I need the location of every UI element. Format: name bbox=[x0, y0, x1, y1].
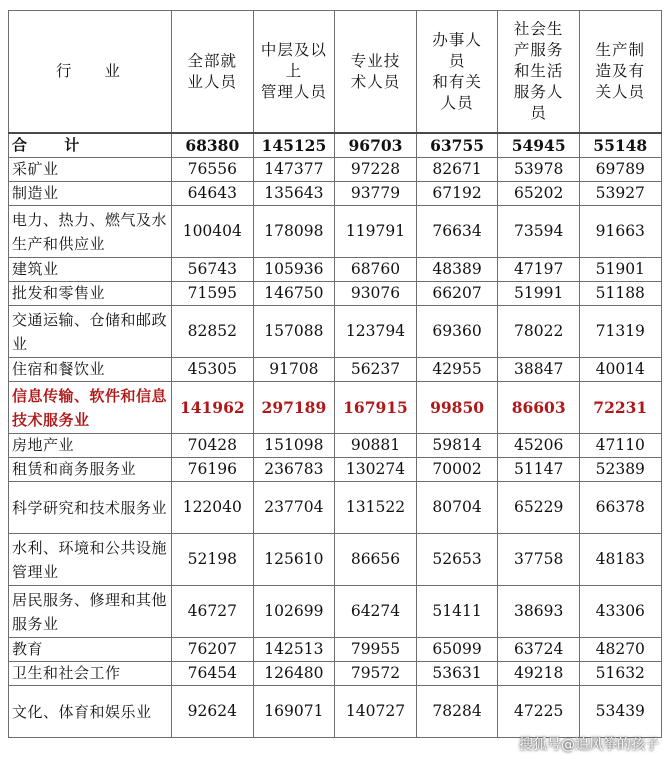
cell-production: 51632 bbox=[579, 662, 661, 686]
cell-managers: 91708 bbox=[253, 358, 335, 382]
cell-service: 54945 bbox=[498, 133, 580, 158]
cell-clerical: 63755 bbox=[416, 133, 498, 158]
table-row-total bbox=[9, 133, 662, 158]
cell-clerical: 51411 bbox=[416, 586, 498, 638]
cell-managers: 126480 bbox=[253, 662, 335, 686]
cell-managers: 145125 bbox=[253, 133, 335, 158]
row-industry: 电力、热力、燃气及水生产和供应业 bbox=[9, 206, 172, 258]
table-row bbox=[9, 638, 662, 662]
cell-all: 141962 bbox=[172, 382, 254, 434]
cell-clerical: 82671 bbox=[416, 158, 498, 182]
cell-production: 55148 bbox=[579, 133, 661, 158]
cell-professional: 93779 bbox=[335, 182, 417, 206]
cell-all: 45305 bbox=[172, 358, 254, 382]
cell-all: 76556 bbox=[172, 158, 254, 182]
cell-managers: 236783 bbox=[253, 458, 335, 482]
row-industry: 居民服务、修理和其他服务业 bbox=[9, 586, 172, 638]
header-clerical: 办事人 员 和有关 人员 bbox=[416, 11, 498, 134]
table-row-highlighted bbox=[9, 382, 662, 434]
cell-service: 49218 bbox=[498, 662, 580, 686]
cell-professional: 93076 bbox=[335, 282, 417, 306]
cell-managers: 125610 bbox=[253, 534, 335, 586]
row-industry: 采矿业 bbox=[9, 158, 172, 182]
cell-production: 48183 bbox=[579, 534, 661, 586]
cell-professional: 79955 bbox=[335, 638, 417, 662]
table-body bbox=[9, 133, 662, 738]
cell-production: 91663 bbox=[579, 206, 661, 258]
row-industry: 卫生和社会工作 bbox=[9, 662, 172, 686]
table-row bbox=[9, 206, 662, 258]
table-row bbox=[9, 158, 662, 182]
cell-clerical: 66207 bbox=[416, 282, 498, 306]
cell-managers: 147377 bbox=[253, 158, 335, 182]
cell-all: 68380 bbox=[172, 133, 254, 158]
cell-professional: 167915 bbox=[335, 382, 417, 434]
cell-production: 66378 bbox=[579, 482, 661, 534]
cell-service: 53978 bbox=[498, 158, 580, 182]
table-row bbox=[9, 662, 662, 686]
cell-managers: 157088 bbox=[253, 306, 335, 358]
cell-service: 51991 bbox=[498, 282, 580, 306]
cell-production: 51901 bbox=[579, 258, 661, 282]
cell-production: 71319 bbox=[579, 306, 661, 358]
cell-all: 52198 bbox=[172, 534, 254, 586]
table-row bbox=[9, 686, 662, 738]
table-row bbox=[9, 482, 662, 534]
cell-service: 51147 bbox=[498, 458, 580, 482]
row-industry: 批发和零售业 bbox=[9, 282, 172, 306]
cell-clerical: 53631 bbox=[416, 662, 498, 686]
cell-professional: 79572 bbox=[335, 662, 417, 686]
cell-all: 76454 bbox=[172, 662, 254, 686]
cell-professional: 119791 bbox=[335, 206, 417, 258]
row-industry: 合 计 bbox=[9, 133, 172, 158]
cell-clerical: 59814 bbox=[416, 434, 498, 458]
cell-clerical: 99850 bbox=[416, 382, 498, 434]
cell-service: 86603 bbox=[498, 382, 580, 434]
cell-managers: 297189 bbox=[253, 382, 335, 434]
cell-production: 51188 bbox=[579, 282, 661, 306]
cell-all: 71595 bbox=[172, 282, 254, 306]
cell-managers: 142513 bbox=[253, 638, 335, 662]
cell-service: 47225 bbox=[498, 686, 580, 738]
cell-service: 45206 bbox=[498, 434, 580, 458]
cell-professional: 140727 bbox=[335, 686, 417, 738]
cell-service: 47197 bbox=[498, 258, 580, 282]
cell-clerical: 78284 bbox=[416, 686, 498, 738]
cell-service: 65202 bbox=[498, 182, 580, 206]
table-row bbox=[9, 586, 662, 638]
row-industry: 水利、环境和公共设施管理业 bbox=[9, 534, 172, 586]
cell-all: 76196 bbox=[172, 458, 254, 482]
cell-managers: 102699 bbox=[253, 586, 335, 638]
cell-managers: 151098 bbox=[253, 434, 335, 458]
header-industry: 行 业 bbox=[9, 11, 172, 134]
cell-all: 76207 bbox=[172, 638, 254, 662]
cell-production: 52389 bbox=[579, 458, 661, 482]
cell-professional: 64274 bbox=[335, 586, 417, 638]
cell-production: 53927 bbox=[579, 182, 661, 206]
row-industry: 信息传输、软件和信息技术服务业 bbox=[9, 382, 172, 434]
row-industry: 建筑业 bbox=[9, 258, 172, 282]
cell-production: 43306 bbox=[579, 586, 661, 638]
cell-managers: 169071 bbox=[253, 686, 335, 738]
table-row bbox=[9, 534, 662, 586]
cell-all: 70428 bbox=[172, 434, 254, 458]
cell-clerical: 69360 bbox=[416, 306, 498, 358]
cell-professional: 123794 bbox=[335, 306, 417, 358]
cell-professional: 130274 bbox=[335, 458, 417, 482]
cell-production: 69789 bbox=[579, 158, 661, 182]
table-row bbox=[9, 434, 662, 458]
cell-professional: 97228 bbox=[335, 158, 417, 182]
cell-service: 65229 bbox=[498, 482, 580, 534]
row-industry: 房地产业 bbox=[9, 434, 172, 458]
row-industry: 租赁和商务服务业 bbox=[9, 458, 172, 482]
cell-production: 72231 bbox=[579, 382, 661, 434]
header-managers: 中层及以 上 管理人员 bbox=[253, 11, 335, 134]
cell-clerical: 76634 bbox=[416, 206, 498, 258]
cell-production: 48270 bbox=[579, 638, 661, 662]
cell-managers: 105936 bbox=[253, 258, 335, 282]
cell-clerical: 52653 bbox=[416, 534, 498, 586]
cell-all: 64643 bbox=[172, 182, 254, 206]
wage-table bbox=[8, 10, 662, 738]
table-row bbox=[9, 358, 662, 382]
row-industry: 科学研究和技术服务业 bbox=[9, 482, 172, 534]
cell-service: 37758 bbox=[498, 534, 580, 586]
header-service: 社会生 产服务 和生活 服务人 员 bbox=[498, 11, 580, 134]
cell-all: 122040 bbox=[172, 482, 254, 534]
cell-professional: 131522 bbox=[335, 482, 417, 534]
table-row bbox=[9, 182, 662, 206]
cell-professional: 90881 bbox=[335, 434, 417, 458]
cell-service: 73594 bbox=[498, 206, 580, 258]
cell-clerical: 80704 bbox=[416, 482, 498, 534]
table-header bbox=[9, 11, 662, 134]
header-all-employees: 全部就 业人员 bbox=[172, 11, 254, 134]
row-industry: 交通运输、仓储和邮政业 bbox=[9, 306, 172, 358]
cell-managers: 135643 bbox=[253, 182, 335, 206]
table-row bbox=[9, 258, 662, 282]
cell-clerical: 67192 bbox=[416, 182, 498, 206]
cell-service: 38847 bbox=[498, 358, 580, 382]
row-industry: 文化、体育和娱乐业 bbox=[9, 686, 172, 738]
header-production: 生产制 造及有 关人员 bbox=[579, 11, 661, 134]
cell-managers: 178098 bbox=[253, 206, 335, 258]
cell-all: 92624 bbox=[172, 686, 254, 738]
cell-professional: 56237 bbox=[335, 358, 417, 382]
table-row bbox=[9, 306, 662, 358]
cell-professional: 96703 bbox=[335, 133, 417, 158]
cell-managers: 146750 bbox=[253, 282, 335, 306]
cell-managers: 237704 bbox=[253, 482, 335, 534]
table-row bbox=[9, 282, 662, 306]
cell-all: 56743 bbox=[172, 258, 254, 282]
cell-service: 38693 bbox=[498, 586, 580, 638]
row-industry: 制造业 bbox=[9, 182, 172, 206]
cell-all: 82852 bbox=[172, 306, 254, 358]
cell-production: 47110 bbox=[579, 434, 661, 458]
cell-production: 53439 bbox=[579, 686, 661, 738]
cell-professional: 68760 bbox=[335, 258, 417, 282]
cell-clerical: 70002 bbox=[416, 458, 498, 482]
cell-clerical: 65099 bbox=[416, 638, 498, 662]
header-professional: 专业技 术人员 bbox=[335, 11, 417, 134]
table-row bbox=[9, 458, 662, 482]
cell-professional: 86656 bbox=[335, 534, 417, 586]
cell-service: 63724 bbox=[498, 638, 580, 662]
watermark-text: 搜狐号@追风筝的孩子 bbox=[519, 737, 659, 753]
row-industry: 教育 bbox=[9, 638, 172, 662]
cell-all: 46727 bbox=[172, 586, 254, 638]
cell-clerical: 48389 bbox=[416, 258, 498, 282]
cell-service: 78022 bbox=[498, 306, 580, 358]
row-industry: 住宿和餐饮业 bbox=[9, 358, 172, 382]
cell-clerical: 42955 bbox=[416, 358, 498, 382]
cell-all: 100404 bbox=[172, 206, 254, 258]
cell-production: 40014 bbox=[579, 358, 661, 382]
